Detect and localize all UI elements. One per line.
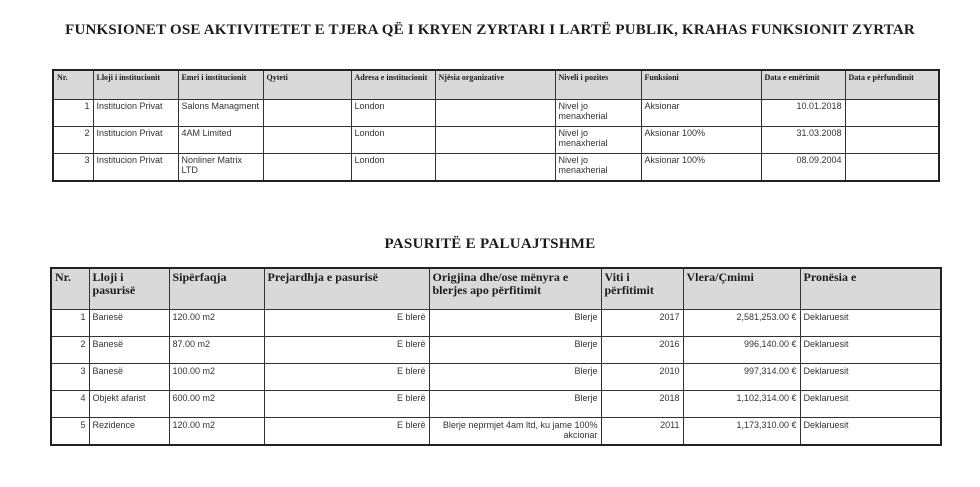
column-header: Lloji i pasurisë xyxy=(89,268,169,310)
table-cell: Salons Managment xyxy=(178,100,263,127)
table-cell: 600.00 m2 xyxy=(169,391,264,418)
table-cell xyxy=(845,127,939,154)
table-cell: Institucion Privat xyxy=(93,100,178,127)
table-cell: 3 xyxy=(53,154,93,182)
real-estate-table xyxy=(50,267,942,446)
table-cell: Deklaruesit xyxy=(800,364,941,391)
table-cell xyxy=(845,100,939,127)
table-cell: 3 xyxy=(51,364,89,391)
table-cell: Institucion Privat xyxy=(93,154,178,182)
activities-table xyxy=(52,69,940,182)
table-cell: 31.03.2008 xyxy=(761,127,845,154)
table-cell: 1,102,314.00 € xyxy=(683,391,800,418)
table-row xyxy=(53,100,939,127)
table-cell: London xyxy=(351,127,435,154)
table-header-row xyxy=(51,268,941,310)
table-cell: Banesë xyxy=(89,310,169,337)
table-cell: 2018 xyxy=(601,391,683,418)
column-header: Viti i përfitimit xyxy=(601,268,683,310)
table-cell xyxy=(263,127,351,154)
table-cell xyxy=(435,100,555,127)
table-cell: Institucion Privat xyxy=(93,127,178,154)
table-cell: 120.00 m2 xyxy=(169,418,264,446)
table-cell: 08.09.2004 xyxy=(761,154,845,182)
table-row xyxy=(53,154,939,182)
table-row xyxy=(51,391,941,418)
table-row xyxy=(51,364,941,391)
column-header: Adresa e institucionit xyxy=(351,70,435,100)
column-header: Lloji i institucionit xyxy=(93,70,178,100)
column-header: Njësia organizative xyxy=(435,70,555,100)
table-cell: E blerë xyxy=(264,337,429,364)
table-cell: Blerje xyxy=(429,337,601,364)
table-cell: London xyxy=(351,100,435,127)
table-row xyxy=(51,337,941,364)
table-cell: Aksionar 100% xyxy=(641,154,761,182)
table-cell: 2016 xyxy=(601,337,683,364)
table-cell: London xyxy=(351,154,435,182)
column-header: Emri i institucionit xyxy=(178,70,263,100)
table-cell: Aksionar 100% xyxy=(641,127,761,154)
table-cell: E blerë xyxy=(264,391,429,418)
table-cell: Deklaruesit xyxy=(800,310,941,337)
table-cell: E blerë xyxy=(264,364,429,391)
table-cell: 10.01.2018 xyxy=(761,100,845,127)
table-cell: 996,140.00 € xyxy=(683,337,800,364)
table-cell: 2011 xyxy=(601,418,683,446)
table-cell: 1 xyxy=(53,100,93,127)
table-row xyxy=(53,127,939,154)
table-row xyxy=(51,310,941,337)
table-cell: Aksionar xyxy=(641,100,761,127)
column-header: Prejardhja e pasurisë xyxy=(264,268,429,310)
column-header: Nr. xyxy=(51,268,89,310)
column-header: Niveli i pozites xyxy=(555,70,641,100)
column-header: Funksioni xyxy=(641,70,761,100)
table-cell: 4 xyxy=(51,391,89,418)
column-header: Data e përfundimit xyxy=(845,70,939,100)
table-cell xyxy=(435,154,555,182)
column-header: Pronësia e xyxy=(800,268,941,310)
table-cell: 2 xyxy=(51,337,89,364)
table-cell: Nonliner Matrix LTD xyxy=(178,154,263,182)
table-cell xyxy=(845,154,939,182)
table-cell: 120.00 m2 xyxy=(169,310,264,337)
table-cell: 87.00 m2 xyxy=(169,337,264,364)
table-cell: Blerje xyxy=(429,310,601,337)
column-header: Qyteti xyxy=(263,70,351,100)
column-header: Origjina dhe/ose mënyra e blerjes apo përfitimit xyxy=(429,268,601,310)
table-header-row xyxy=(53,70,939,100)
table-cell xyxy=(263,100,351,127)
column-header: Data e emërimit xyxy=(761,70,845,100)
table-cell: Nivel jo menaxherial xyxy=(555,100,641,127)
column-header: Sipërfaqja xyxy=(169,268,264,310)
table-cell: Blerje neprmjet 4am ltd, ku jame 100% akcionar xyxy=(429,418,601,446)
table-cell: Blerje xyxy=(429,364,601,391)
table-cell: Nivel jo menaxherial xyxy=(555,127,641,154)
table-cell: E blerë xyxy=(264,418,429,446)
table-cell: 2017 xyxy=(601,310,683,337)
table-cell: Deklaruesit xyxy=(800,391,941,418)
table-cell: 2 xyxy=(53,127,93,154)
table-cell: E blerë xyxy=(264,310,429,337)
table-cell: 100.00 m2 xyxy=(169,364,264,391)
table-cell: 4AM Limited xyxy=(178,127,263,154)
table-cell: 2,581,253.00 € xyxy=(683,310,800,337)
table-cell xyxy=(263,154,351,182)
table-cell: 5 xyxy=(51,418,89,446)
table-cell: 1 xyxy=(51,310,89,337)
table-cell: Banesë xyxy=(89,337,169,364)
table-cell: 997,314.00 € xyxy=(683,364,800,391)
table-cell: Blerje xyxy=(429,391,601,418)
section-title-real-estate: PASURITË E PALUAJTSHME xyxy=(384,236,596,252)
table-row xyxy=(51,418,941,446)
column-header: Vlera/Çmimi xyxy=(683,268,800,310)
section-title-activities: FUNKSIONET OSE AKTIVITETET E TJERA QË I KRYEN ZYRTARI I LARTË PUBLIK, KRAHAS FUNKSIONIT ZYRTAR xyxy=(65,22,915,38)
table-cell: Deklaruesit xyxy=(800,418,941,446)
table-cell: Objekt afarist xyxy=(89,391,169,418)
table-cell: 2010 xyxy=(601,364,683,391)
column-header: Nr. xyxy=(53,70,93,100)
table-cell: Deklaruesit xyxy=(800,337,941,364)
table-cell: 1,173,310.00 € xyxy=(683,418,800,446)
table-cell: Nivel jo menaxherial xyxy=(555,154,641,182)
table-cell: Banesë xyxy=(89,364,169,391)
table-cell xyxy=(435,127,555,154)
table-cell: Rezidence xyxy=(89,418,169,446)
